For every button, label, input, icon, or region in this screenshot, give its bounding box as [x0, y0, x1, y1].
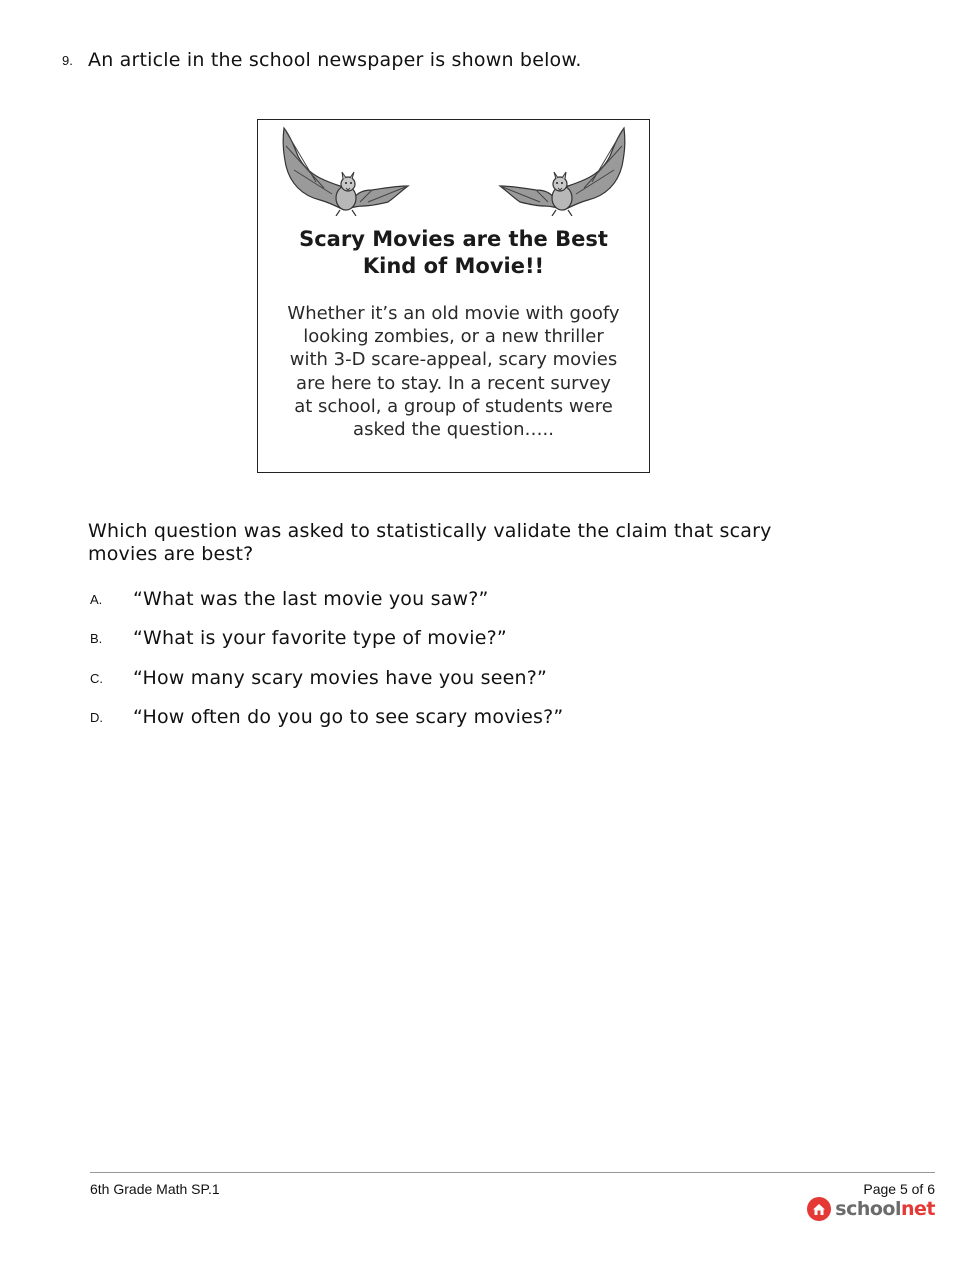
- article-body: [268, 302, 639, 441]
- footer-page-number: Page 5 of 6: [863, 1181, 935, 1197]
- question-stem: An article in the school newspaper is shown below.: [88, 49, 582, 71]
- choice-text: “How often do you go to see scary movies?”: [133, 706, 564, 728]
- bat-icon: [494, 126, 632, 216]
- footer-divider: [90, 1172, 935, 1173]
- question-prompt: Which question was asked to statistically validate the claim that scary movies are best?: [88, 520, 772, 565]
- answer-choice-a[interactable]: [0, 588, 979, 616]
- house-icon: [807, 1197, 831, 1221]
- article-line: Whether it’s an old movie with goofy: [287, 303, 620, 324]
- choice-text: “What was the last movie you saw?”: [133, 588, 489, 610]
- choice-letter: D.: [90, 710, 103, 725]
- article-line: at school, a group of students were: [294, 395, 613, 417]
- footer-course: 6th Grade Math SP.1: [90, 1181, 220, 1197]
- article-line: looking zombies, or a new thriller: [303, 326, 604, 348]
- headline-line: Scary Movies are the Best: [299, 227, 608, 251]
- choice-text: “What is your favorite type of movie?”: [133, 627, 507, 649]
- schoolnet-logo: [807, 1196, 935, 1222]
- article-line: are here to stay. In a recent survey: [296, 372, 611, 394]
- choice-text: “How many scary movies have you seen?”: [133, 667, 548, 689]
- choice-letter: B.: [90, 631, 103, 646]
- logo-wordmark: [835, 1198, 935, 1220]
- answer-choice-d[interactable]: [0, 706, 979, 734]
- newspaper-article: [257, 119, 650, 473]
- choice-letter: A.: [90, 592, 103, 607]
- article-headline: [258, 226, 649, 280]
- logo-text-school: school: [835, 1198, 901, 1220]
- logo-text-net: net: [901, 1198, 935, 1220]
- bat-icon: [276, 126, 414, 216]
- question-number: 9.: [62, 53, 73, 68]
- choice-letter: C.: [90, 671, 103, 686]
- article-line: with 3-D scare-appeal, scary movies: [289, 349, 618, 371]
- headline-line: Kind of Movie!!: [362, 254, 545, 278]
- answer-choice-b[interactable]: [0, 627, 979, 655]
- answer-choice-c[interactable]: [0, 667, 979, 695]
- article-line: asked the question…..: [353, 419, 554, 441]
